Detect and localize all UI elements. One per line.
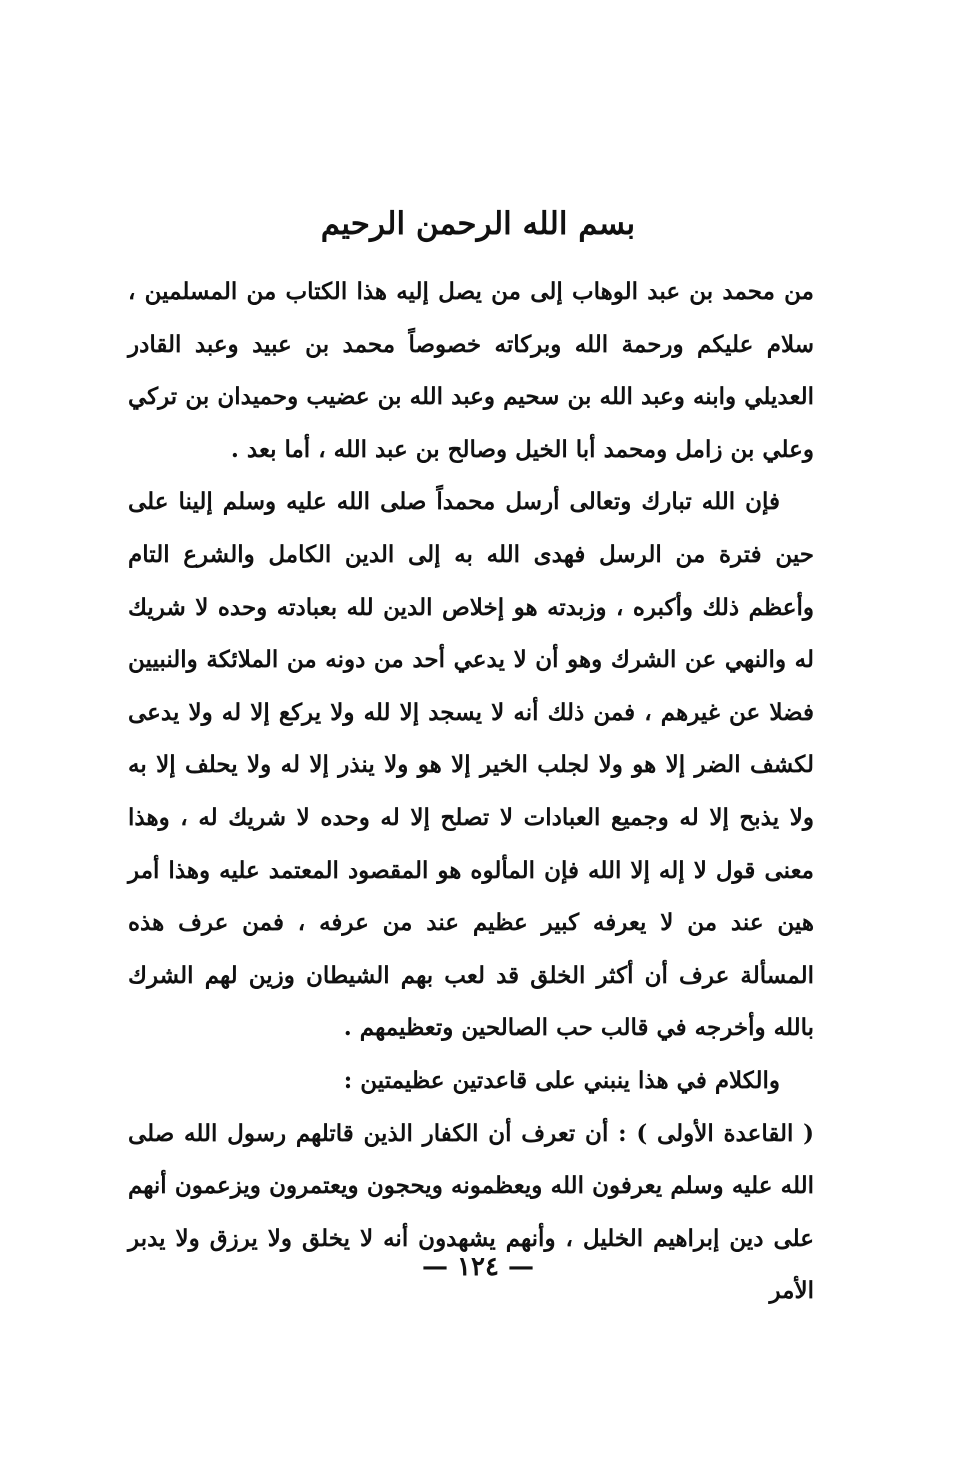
paragraph-first-rule: ( القاعدة الأولى ) : أن تعرف أن الكفار الذين قاتلهم رسول الله صلى الله عليه وسلم يعرفون الله ويعظمونه ويحجون ويعتمرون ويزعمون أنهم على دين إبراهيم الخليل ، وأنهم يشهدون أنه لا يخلق ولا يرزق ولا يدبر الأمر	[128, 1119, 814, 1305]
paragraph-main-text: فإن الله تبارك وتعالى أرسل محمداً صلى الله عليه وسلم إلينا على حين فترة من الرسل فهدى الله به إلى الدين الكامل والشرع التام وأعظم ذلك وأكبره ، وزبدته هو إخلاص الدين لله بعبادته وحده لا شريك له والنهي عن الشرك وهو أن لا يدعي أحد من دونه من الملائكة والنبيين فضلا عن غيرهم ، فمن ذلك أنه لا يسجد إلا لله ولا يركع إلا له ولا يدعى لكشف الضر إلا هو ولا لجلب الخير إلا هو ولا ينذر إلا له ولا يحلف إلا به ولا يذبح إلا له وجميع العبادات لا تصلح إلا له وحده لا شريك له ، وهذا معنى قول لا إله إلا الله فإن المألوه هو المقصود المعتمد عليه وهذا أمر هين عند من لا يعرفه كبير عظيم عند من عرفه ، فمن عرف هذه المسألة عرف أن أكثر الخلق قد لعب بهم الشيطان وزين لهم الشرك بالله وأخرجه في قالب حب الصالحين وتعظيمهم .	[128, 488, 814, 1042]
body-text	[128, 266, 814, 1318]
paragraph-two-rules-intro: والكلام في هذا ينبني على قاعدتين عظيمتين :	[343, 1066, 780, 1094]
paragraph-opening-salutation: من محمد بن عبد الوهاب إلى من يصل إليه هذا الكتاب من المسلمين ، سلام عليكم ورحمة الله وبركاته خصوصاً محمد بن عبيد وعبد القادر العديلي وابنه وعبد الله بن سحيم وعبد الله بن عضيب وحميدان بن تركي وعلي بن زامل ومحمد أبا الخيل وصالح بن عبد الله ، أما بعد .	[128, 278, 814, 463]
page-number: — ١٢٤ —	[421, 1252, 535, 1282]
page-title: بسم الله الرحمن الرحيم	[320, 206, 636, 242]
